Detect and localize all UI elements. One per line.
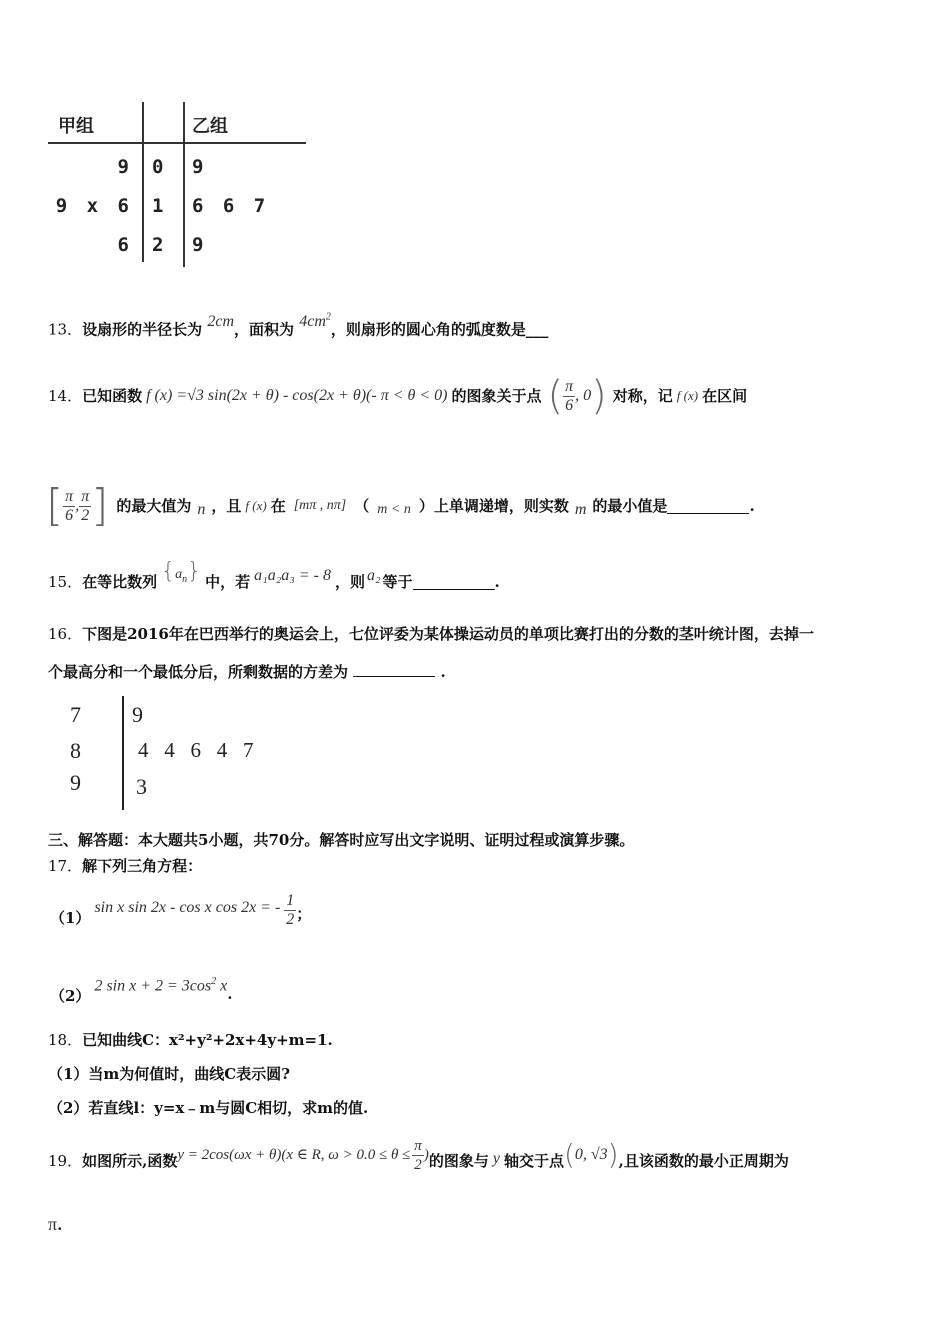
q14-n: n [197,501,206,518]
divider-line-v [122,696,124,810]
q18-line-1: 已知曲线C：x²+y²+2x+4y+m=1. [82,1031,333,1049]
q13-radius: 2cm [207,313,234,331]
q15-text-3: ，则 [334,573,365,591]
q14-text-9: ）上单调递增，则实数 [418,497,569,515]
question-number: 19． [48,1152,83,1170]
section-3-heading: 三、解答题：本大题共5小题，共70分。解答时应写出文字说明、证明过程或演算步骤。 [48,831,635,849]
row-1-stem: 0 [152,156,164,178]
q17-title: 解下列三角方程： [82,857,203,875]
q15-product: a₁a₂a₃ = - 8 [254,567,331,584]
row-1-right: 9 [192,156,204,178]
q14-text-1: 已知函数 [82,387,143,405]
q14-interval-2: [mπ , nπ] [293,498,347,513]
row-2-right: 6 6 7 [192,195,266,217]
row-3-stem: 2 [152,234,164,256]
q14-point: ( $\frac{\pi}{6}$ , 0 ) [547,373,607,419]
q14-text-7: 在 [270,497,286,515]
question-number: 17． [48,857,83,875]
row-1-left: 9 [117,156,129,178]
stem-9: 9 [70,770,81,795]
q19-pi: π [48,1214,58,1234]
q14-text-6: ，且 [211,497,242,515]
q17-p2-label: （2） [50,987,91,1005]
q19-end: . [57,1216,63,1234]
q17-p1-equation: sin x sin 2x - cos x cos 2x = - [94,899,281,916]
question-17-part-1 [50,884,311,936]
q13-text-1: 设扇形的半径长为 [82,320,203,339]
q19-function: y = 2cos(ωx + θ)(x ∈ R, ω > 0.0 ≤ θ ≤ $\frac{\pi}{2}$ ) [177,1137,429,1173]
q19-y: y [492,1150,500,1167]
header-left: 甲组 [58,116,94,137]
q14-text-10: 的最小值是 [592,497,668,515]
q19-point: ( 0, √3 ) [563,1138,619,1171]
stem-7: 7 [70,702,81,727]
q17-p2-equation: 2 $\sin x + 2 = 3\cos^2$ x [94,975,228,995]
question-number: 18． [48,1031,83,1049]
q13-area: $4cm^2$ [299,312,331,331]
row-2-left: 9 x 6 [55,195,129,217]
question-14 [48,372,747,420]
q19-text-4: ,且该函数的最小正周期为 [618,1152,789,1170]
q15-a2: a₂ [366,567,381,584]
q16-end: . [440,663,446,681]
q14-fx: f (x) [676,388,699,403]
q14-fx-2: f (x) [245,498,267,513]
q19-text-3: 轴交于点 [503,1152,564,1170]
header-right: 乙组 [192,116,228,137]
q19-text-2: 的图象与 [428,1152,489,1170]
q15-sequence: $\{a_n\}$ [161,559,202,585]
question-18 [48,1030,333,1050]
q13-text-3: ，则扇形的圆心角的弧度数是___ [330,320,549,339]
answer-blank[interactable] [667,499,749,514]
divider-line-h [48,142,306,144]
stem-leaf-chart-2 [60,694,340,814]
q14-text-3: 对称，记 [612,387,673,405]
q14-text-8: （ [354,497,370,515]
q15-end: . [494,573,500,591]
q14-text-2: 的图象关于点 [451,387,542,405]
q15-text-1: 在等比数列 [82,573,158,591]
question-16-line-2 [48,662,446,682]
q14-interval: [ $\frac{\pi}{6}$ , $\frac{\pi}{2}$ ] [46,480,109,531]
question-17-part-2 [50,970,232,1006]
stem-leaf-chart-1 [44,100,309,270]
q17-p2-end: . [227,985,233,1003]
divider-line-v1 [142,102,144,262]
q17-p1-label: （1） [50,909,91,927]
q14-m: m [574,501,587,518]
question-number: 13． [48,320,83,339]
q17-p1-fraction: $\frac{1}{2}$ [286,891,295,928]
leaves-9: 3 [136,774,147,799]
q19-text-1: 如图所示,函数 [82,1152,178,1170]
q14-text-5: 的最大值为 [116,497,192,515]
question-18-part-2: （2）若直线l：y=x﹣m与圆C相切，求m的值. [48,1099,369,1117]
q14-condition: m < n [377,502,411,517]
q15-text-4: 等于 [382,573,413,591]
question-number: 16． [48,625,83,643]
q17-p1-end: ； [296,905,312,923]
question-16 [48,624,814,644]
answer-blank[interactable] [413,575,495,590]
stem-8: 8 [70,738,81,763]
q16-line-2-text: 个最高分和一个最低分后，所剩数据的方差为 [48,663,349,681]
leaves-8: 4 4 6 4 7 [138,738,254,762]
question-number: 14． [48,387,83,405]
row-3-right: 9 [192,234,204,256]
question-18-part-1: （1）当m为何值时，曲线C表示圆? [48,1065,291,1083]
q14-end: . [749,497,755,515]
question-15 [48,559,500,602]
question-19 [48,1136,789,1186]
row-3-left: 6 [117,234,129,256]
divider-line-v2 [183,102,185,267]
q15-text-2: 中，若 [205,573,251,591]
answer-blank[interactable] [353,662,435,677]
question-19-line-2 [48,1214,62,1235]
row-2-stem: 1 [152,195,164,217]
question-13 [48,312,549,340]
leaves-7: 9 [132,702,143,727]
q14-function: f (x) =√3 sin(2x + θ) - cos(2x + θ)(- π < θ < 0) [146,387,448,404]
question-17 [48,856,202,876]
question-14-line-2 [46,480,755,532]
question-number: 15． [48,573,83,591]
q14-text-4: 在区间 [702,387,748,405]
q16-line-1: 下图是2016年在巴西举行的奥运会上，七位评委为某体操运动员的单项比赛打出的分数的茎叶统计图，去掉一 [82,625,814,643]
q13-text-2: ，面积为 [234,320,295,339]
